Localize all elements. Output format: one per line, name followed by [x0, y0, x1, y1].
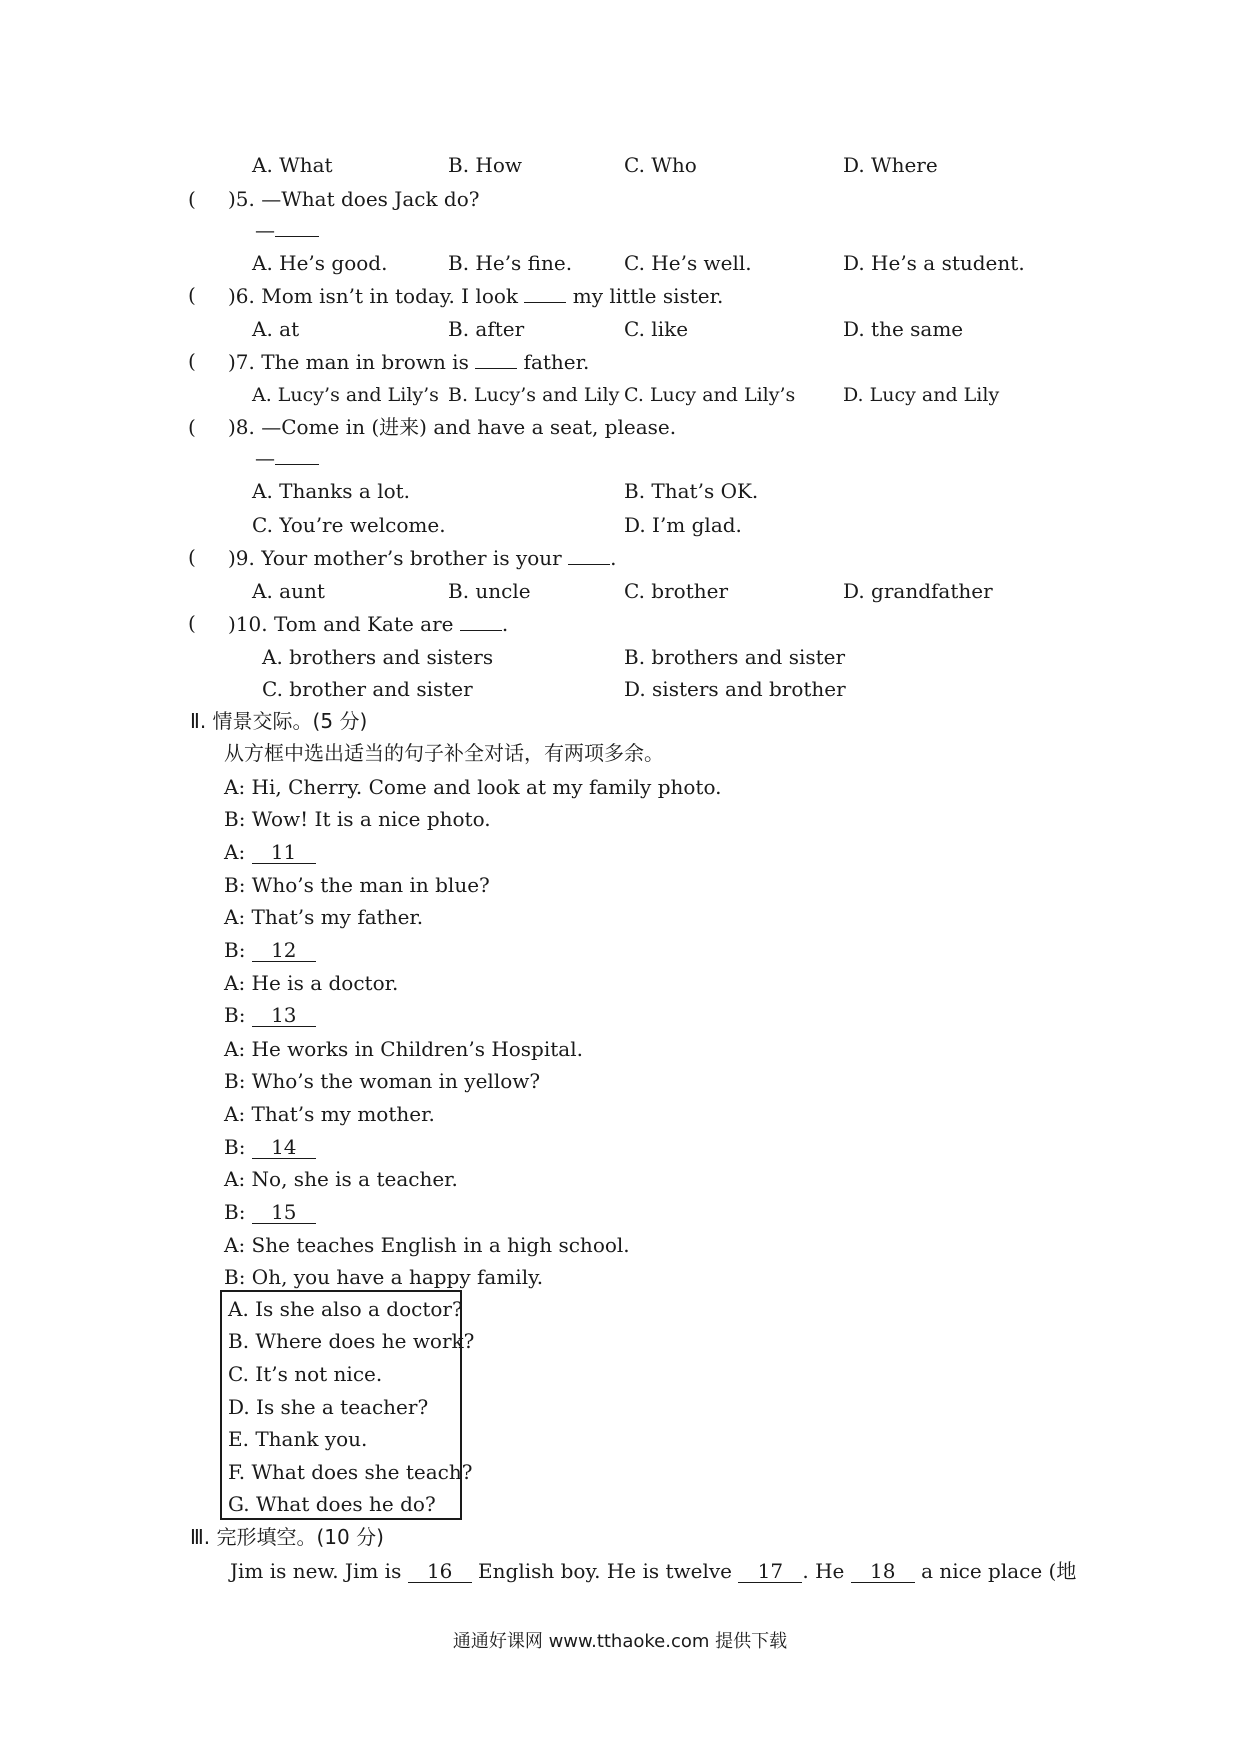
section-3-heading: Ⅲ. 完形填空。(10 分)	[190, 1525, 384, 1549]
q10-stem-before: )10. Tom and Kate are	[228, 612, 460, 636]
q6-stem-before: )6. Mom isn’t in today. I look	[228, 284, 525, 308]
q9-option-a: A. aunt	[252, 579, 325, 603]
q6-stem	[228, 282, 723, 309]
section-2-heading: Ⅱ. 情景交际。(5 分)	[190, 709, 368, 733]
box-option-d: D. Is she a teacher?	[228, 1395, 429, 1419]
dialogue-line: A: That’s my father.	[224, 905, 424, 929]
box-option-c: C. It’s not nice.	[228, 1362, 383, 1386]
box-option-b: B. Where does he work?	[228, 1329, 475, 1353]
dialogue-blank-line: A: 11	[224, 839, 316, 865]
blank-18: 18	[851, 1560, 915, 1583]
q6-paren: (	[188, 283, 196, 307]
blank-14: 14	[252, 1136, 316, 1159]
q10-blank	[460, 610, 502, 631]
dialogue-line: B: Oh, you have a happy family.	[224, 1265, 544, 1289]
blank-15: 15	[252, 1201, 316, 1224]
q5-option-d: D. He’s a student.	[843, 251, 1025, 275]
q5-stem: )5. —What does Jack do?	[228, 187, 480, 211]
q5-option-a: A. He’s good.	[252, 251, 388, 275]
dialogue-line: B: Who’s the woman in yellow?	[224, 1069, 541, 1093]
blank-17: 17	[738, 1560, 802, 1583]
q5-option-b: B. He’s fine.	[448, 251, 573, 275]
dialogue-line: A: No, she is a teacher.	[224, 1167, 458, 1191]
q10-option-d: D. sisters and brother	[624, 677, 846, 701]
q8-blank	[275, 444, 319, 465]
box-option-e: E. Thank you.	[228, 1427, 368, 1451]
q7-option-a: A. Lucy’s and Lily’s	[252, 384, 439, 406]
dialogue-line: A: He is a doctor.	[224, 971, 399, 995]
q8-dash: —	[255, 446, 275, 470]
q10-option-b: B. brothers and sister	[624, 645, 846, 669]
q8-option-d: D. I’m glad.	[624, 513, 742, 537]
dialogue-blank-line: B: 14	[224, 1134, 316, 1160]
section-2-instruction: 从方框中选出适当的句子补全对话，有两项多余。	[224, 741, 664, 765]
dialogue-blank-line: B: 13	[224, 1002, 316, 1028]
q10-paren: (	[188, 611, 196, 635]
q9-option-d: D. grandfather	[843, 579, 993, 603]
blank-16: 16	[408, 1560, 472, 1583]
q4-option-d: D. Where	[843, 153, 938, 177]
dialogue-line: B: Who’s the man in blue?	[224, 873, 490, 897]
cloze-line: Jim is new. Jim is 16 English boy. He is twelve 17 . He 18 a nice place (地	[230, 1559, 1077, 1583]
q7-blank	[475, 348, 517, 369]
q5-dash: —	[255, 218, 275, 242]
q4-option-b: B. How	[448, 153, 523, 177]
q6-blank	[524, 282, 566, 303]
q9-option-c: C. brother	[624, 579, 729, 603]
q6-option-b: B. after	[448, 317, 525, 341]
blank-13: 13	[252, 1004, 316, 1027]
q7-stem-before: )7. The man in brown is	[228, 350, 476, 374]
dialogue-line: A: He works in Children’s Hospital.	[224, 1037, 583, 1061]
q7-stem	[228, 348, 589, 375]
q8-option-a: A. Thanks a lot.	[252, 479, 411, 503]
q9-paren: (	[188, 545, 196, 569]
dialogue-line: B: Wow! It is a nice photo.	[224, 807, 491, 831]
q5-answer-line	[255, 216, 319, 243]
box-option-a: A. Is she also a doctor?	[228, 1297, 463, 1321]
q8-stem: )8. —Come in (进来) and have a seat, please.	[228, 415, 677, 439]
q7-option-b: B. Lucy’s and Lily	[448, 384, 620, 406]
q6-option-d: D. the same	[843, 317, 964, 341]
q5-option-c: C. He’s well.	[624, 251, 752, 275]
dialogue-line: A: That’s my mother.	[224, 1102, 435, 1126]
box-option-f: F. What does she teach?	[228, 1460, 473, 1484]
dialogue-blank-line: B: 12	[224, 937, 316, 963]
q6-stem-after: my little sister.	[566, 284, 724, 308]
blank-12: 12	[252, 939, 316, 962]
blank-11: 11	[252, 841, 316, 864]
q7-option-c: C. Lucy and Lily’s	[624, 384, 796, 406]
q8-paren: (	[188, 415, 196, 439]
q9-stem-after: .	[610, 546, 617, 570]
q4-option-a: A. What	[252, 153, 333, 177]
q9-stem-before: )9. Your mother’s brother is your	[228, 546, 569, 570]
q8-option-c: C. You’re welcome.	[252, 513, 446, 537]
q5-paren: (	[188, 187, 196, 211]
page-footer: 通通好课网 www.tthaoke.com 提供下载	[452, 1631, 788, 1652]
answer-options-box	[220, 1290, 475, 1520]
dialogue-line: A: Hi, Cherry. Come and look at my family photo.	[224, 775, 722, 799]
q9-blank	[568, 544, 610, 565]
q7-paren: (	[188, 349, 196, 373]
q6-option-a: A. at	[252, 317, 300, 341]
q7-stem-after: father.	[517, 350, 590, 374]
box-option-g: G. What does he do?	[228, 1492, 436, 1516]
q9-stem	[228, 544, 616, 571]
q9-option-b: B. uncle	[448, 579, 531, 603]
q10-stem-after: .	[501, 612, 509, 636]
dialogue-line: A: She teaches English in a high school.	[224, 1233, 630, 1257]
q10-stem	[228, 610, 508, 637]
q10-option-c: C. brother and sister	[262, 677, 473, 701]
q4-option-c: C. Who	[624, 153, 697, 177]
q8-answer-line	[255, 444, 319, 471]
dialogue-blank-line: B: 15	[224, 1199, 316, 1225]
q10-option-a: A. brothers and sisters	[262, 645, 494, 669]
q8-option-b: B. That’s OK.	[624, 479, 759, 503]
q5-blank	[275, 216, 319, 237]
q6-option-c: C. like	[624, 317, 689, 341]
q7-option-d: D. Lucy and Lily	[843, 384, 1000, 406]
